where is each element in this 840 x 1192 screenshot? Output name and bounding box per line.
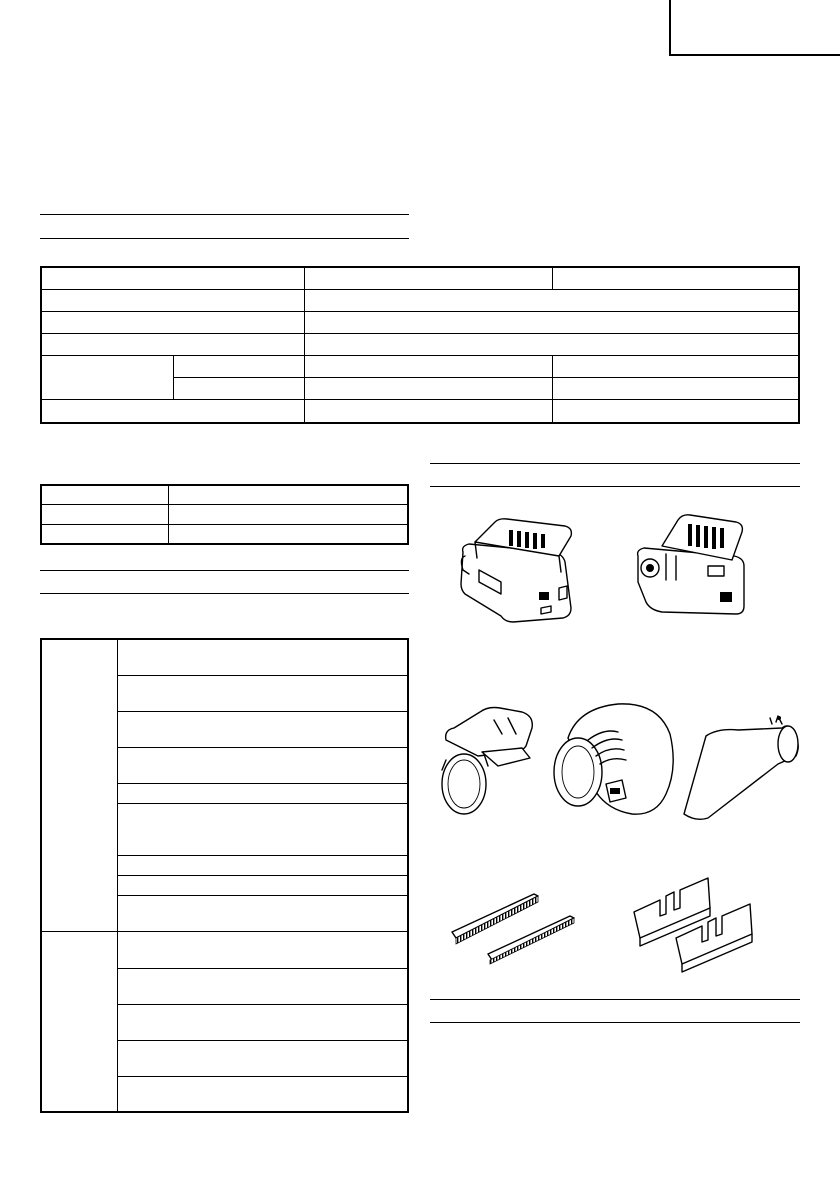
- table-cell: [168, 505, 408, 525]
- table-cell: [304, 377, 552, 399]
- table-cell: [118, 1076, 408, 1112]
- table-row: [41, 311, 799, 333]
- table-cell: [174, 377, 305, 399]
- standard-accessories-rule-bottom: [430, 486, 800, 487]
- table-row: [41, 267, 799, 289]
- table-cell: [118, 931, 408, 968]
- planer-blades-icon: [448, 880, 584, 960]
- table-cell: [41, 267, 304, 289]
- table-row: [41, 639, 408, 675]
- table-cell: [41, 355, 174, 399]
- accessories-heading-rule-bottom: [40, 593, 409, 594]
- page-tab: [669, 0, 840, 56]
- dust-nozzle-icon: [438, 700, 538, 818]
- table-cell: [553, 355, 799, 377]
- table-cell: [41, 931, 118, 1112]
- table-row: [41, 524, 408, 544]
- table-cell: [553, 377, 799, 399]
- table-row: [41, 289, 799, 311]
- battery-pack-icon: [455, 512, 585, 624]
- table-cell: [304, 355, 552, 377]
- applications-table: [40, 638, 409, 1113]
- table-row: [41, 333, 799, 355]
- table-cell: [118, 968, 408, 1004]
- table-cell: [118, 747, 408, 783]
- battery-pack-slide-icon: [632, 510, 752, 620]
- accessories-heading-rule-top: [40, 570, 409, 571]
- optional-accessories-rule-bottom: [430, 1022, 800, 1023]
- dust-bag-icon: [678, 714, 804, 822]
- standard-accessories-rule-top: [430, 463, 800, 464]
- optional-accessories-rule-top: [430, 999, 800, 1000]
- table-cell: [118, 639, 408, 675]
- table-cell: [168, 524, 408, 544]
- table-cell: [41, 524, 168, 544]
- table-row: [41, 505, 408, 525]
- table-cell: [168, 485, 408, 505]
- table-cell: [174, 355, 305, 377]
- battery-table: [40, 484, 409, 545]
- groove-blades-icon: [630, 880, 760, 976]
- table-cell: [304, 311, 799, 333]
- table-cell: [304, 289, 799, 311]
- table-cell: [118, 895, 408, 931]
- table-cell: [118, 803, 408, 855]
- table-row: [41, 931, 408, 968]
- table-cell: [41, 311, 304, 333]
- table-cell: [118, 855, 408, 875]
- table-cell: [41, 333, 304, 355]
- dust-elbow-icon: [548, 698, 680, 822]
- table-row: [41, 485, 408, 505]
- table-cell: [118, 1004, 408, 1040]
- table-cell: [41, 289, 304, 311]
- table-cell: [118, 711, 408, 747]
- table-cell: [118, 783, 408, 803]
- table-row: [41, 399, 799, 423]
- table-cell: [118, 675, 408, 711]
- table-cell: [41, 399, 304, 423]
- table-cell: [41, 639, 118, 931]
- table-cell: [118, 1040, 408, 1076]
- table-cell: [553, 267, 799, 289]
- table-cell: [304, 333, 799, 355]
- table-cell: [41, 485, 168, 505]
- table-cell: [304, 267, 552, 289]
- table-cell: [553, 399, 799, 423]
- table-cell: [304, 399, 552, 423]
- table-row: [41, 355, 799, 377]
- specs-heading-rule-top: [40, 214, 409, 215]
- table-cell: [41, 505, 168, 525]
- specs-heading-rule-bottom: [40, 238, 409, 239]
- table-cell: [118, 875, 408, 895]
- specifications-table: [40, 266, 800, 424]
